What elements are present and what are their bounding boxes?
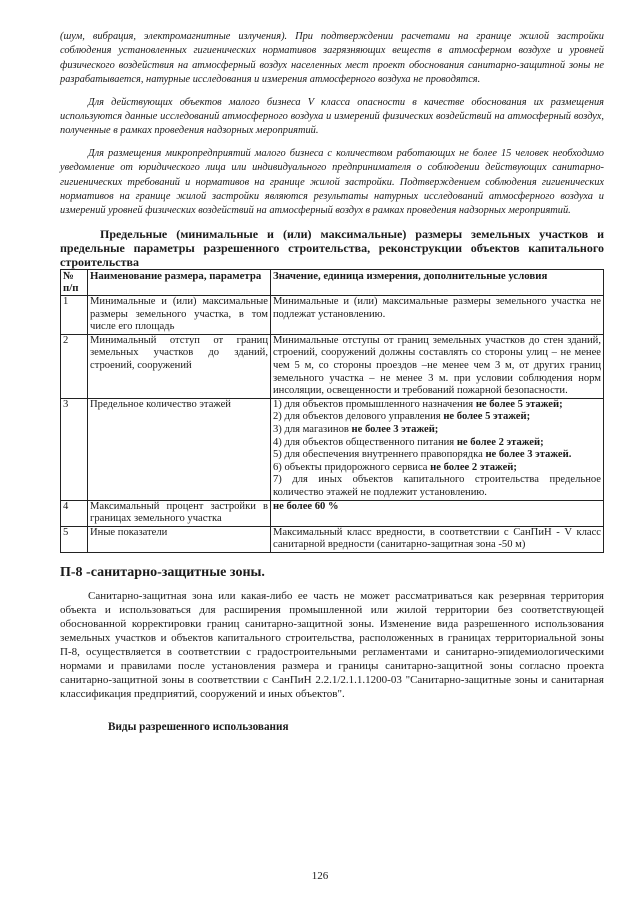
row-name: Иные показатели — [88, 526, 271, 552]
row-value-floors — [271, 398, 604, 500]
table-row — [61, 296, 604, 335]
row-num: 4 — [61, 500, 88, 526]
header-value: Значение, единица измерения, дополнительные условия — [271, 269, 604, 295]
row-num: 1 — [61, 296, 88, 335]
row-name: Максимальный процент застройки в границах земельного участка — [88, 500, 271, 526]
floors-item: 3) для магазинов не более 3 этажей; — [273, 424, 439, 435]
header-name: Наименование размера, параметра — [88, 269, 271, 295]
row-num: 5 — [61, 526, 88, 552]
header-num: № п/п — [61, 269, 88, 295]
document-page — [60, 30, 604, 733]
floors-item: 5) для обеспечения внутреннего правопорядка не более 3 этажей. — [273, 449, 572, 461]
row-value: Максимальный класс вредности, в соответствии с СанПиН - V класс санитарной вредности (санитарно-защитная зона -50 м) — [271, 526, 604, 552]
zone-heading: П-8 -санитарно-защитные зоны. — [60, 564, 265, 580]
row-num: 3 — [61, 398, 88, 500]
row-value: Минимальные и (или) максимальные размеры земельного участка не подлежат установлению. — [271, 296, 604, 335]
row-num: 2 — [61, 334, 88, 398]
intro-paragraph-2: Для действующих объектов малого бизнеса V класса опасности в качестве обоснования их размещения используются данные исследований атмосферного воздуха и измерений физических воздействий на атмосферный воздух, полученные в рамках проведения надзорных мероприятий. — [60, 96, 604, 137]
section-title: Предельные (минимальные и (или) максимальные) размеры земельных участков и предельные параметры разрешенного строительства, реконструкции объектов капитального строительства — [60, 226, 604, 269]
zone-paragraph: Санитарно-защитная зона или какая-либо ее часть не может рассматриваться как резервная территория объекта и использоваться для расширения промышленной или жилой территории без соответствующей обоснованной корректировки границ санитарно-защитной зоны. Изменение вида разрешенного использования земельных участков и объектов капитального строительства, расположенных в границах территориальной зоны П-8, осуществляется в соответствии с градостроительными регламентами и санитарно-эпидемиологическими нормами и правилами после установления размера и границы санитарно-защитной зоны согласно проекта санитарно-защитной зоны в соответствии с СанПиН 2.2.1/2.1.1.1200-03 "Санитарно-защитные зоны и санитарная классификация предприятий, сооружений и иных объектов". — [60, 589, 604, 700]
table-header-row — [61, 269, 604, 295]
table-row — [61, 334, 604, 398]
table-row — [61, 526, 604, 552]
intro-paragraph-3: Для размещения микропредприятий малого бизнеса с количеством работающих не более 15 человек необходимо уведомление от юридического лица или индивидуального предпринимателя о соблюдении действующих санитарно-гигиенических требований и нормативов на границе жилой застройки. Подтверждением соблюдения гигиенических нормативов на границе жилой застройки являются результаты натурных исследований атмосферного воздуха и измерений уровней физических воздействий на атмосферный воздух в рамках проведения надзорных мероприятий. — [60, 147, 604, 217]
row-name: Минимальные и (или) максимальные размеры земельного участка, в том числе его площадь — [88, 296, 271, 335]
uses-heading: Виды разрешенного использования — [108, 720, 289, 733]
table-row — [61, 398, 604, 500]
intro-paragraph-1: (шум, вибрация, электромагнитные излучения). При подтверждении расчетами на границе жилой застройки соблюдения установленных гигиенических нормативов загрязняющих веществ в атмосферном воздухе и уровней физического воздействия на атмосферный воздух населенных мест проект обоснования санитарно-защитной зоны не разрабатывается, натурные исследования и измерения атмосферного воздуха не проводятся. — [60, 31, 604, 86]
row-value: Минимальные отступы от границ земельных участков до стен зданий, строений, сооружений должны составлять со стороны улиц – не менее чем 5 м, со стороны проездов –не менее чем 3 м, от других границ земельного участка – не менее 3 м. при условии соблюдения норм инсоляции, освещенности и требований пожарной безопасности. — [271, 334, 604, 398]
row-value: не более 60 % — [271, 500, 604, 526]
floors-item: 2) для объектов делового управления не более 5 этажей; — [273, 411, 531, 423]
floors-item: 1) для объектов промышленного назначения не более 5 этажей; — [273, 398, 563, 410]
row-name: Предельное количество этажей — [88, 398, 271, 500]
table-row — [61, 500, 604, 526]
row-name: Минимальный отступ от границ земельных участков до зданий, строений, сооружений — [88, 334, 271, 398]
floors-item: 6) объекты придорожного сервиса не более 2 этажей; — [273, 461, 517, 473]
floors-item: 7) для иных объектов капитального строительства предельное количество этажей не подлежит установлению. — [273, 474, 601, 498]
page-number: 126 — [311, 870, 329, 882]
parameters-table — [60, 269, 604, 553]
floors-item: 4) для объектов общественного питания не более 2 этажей; — [273, 436, 544, 448]
